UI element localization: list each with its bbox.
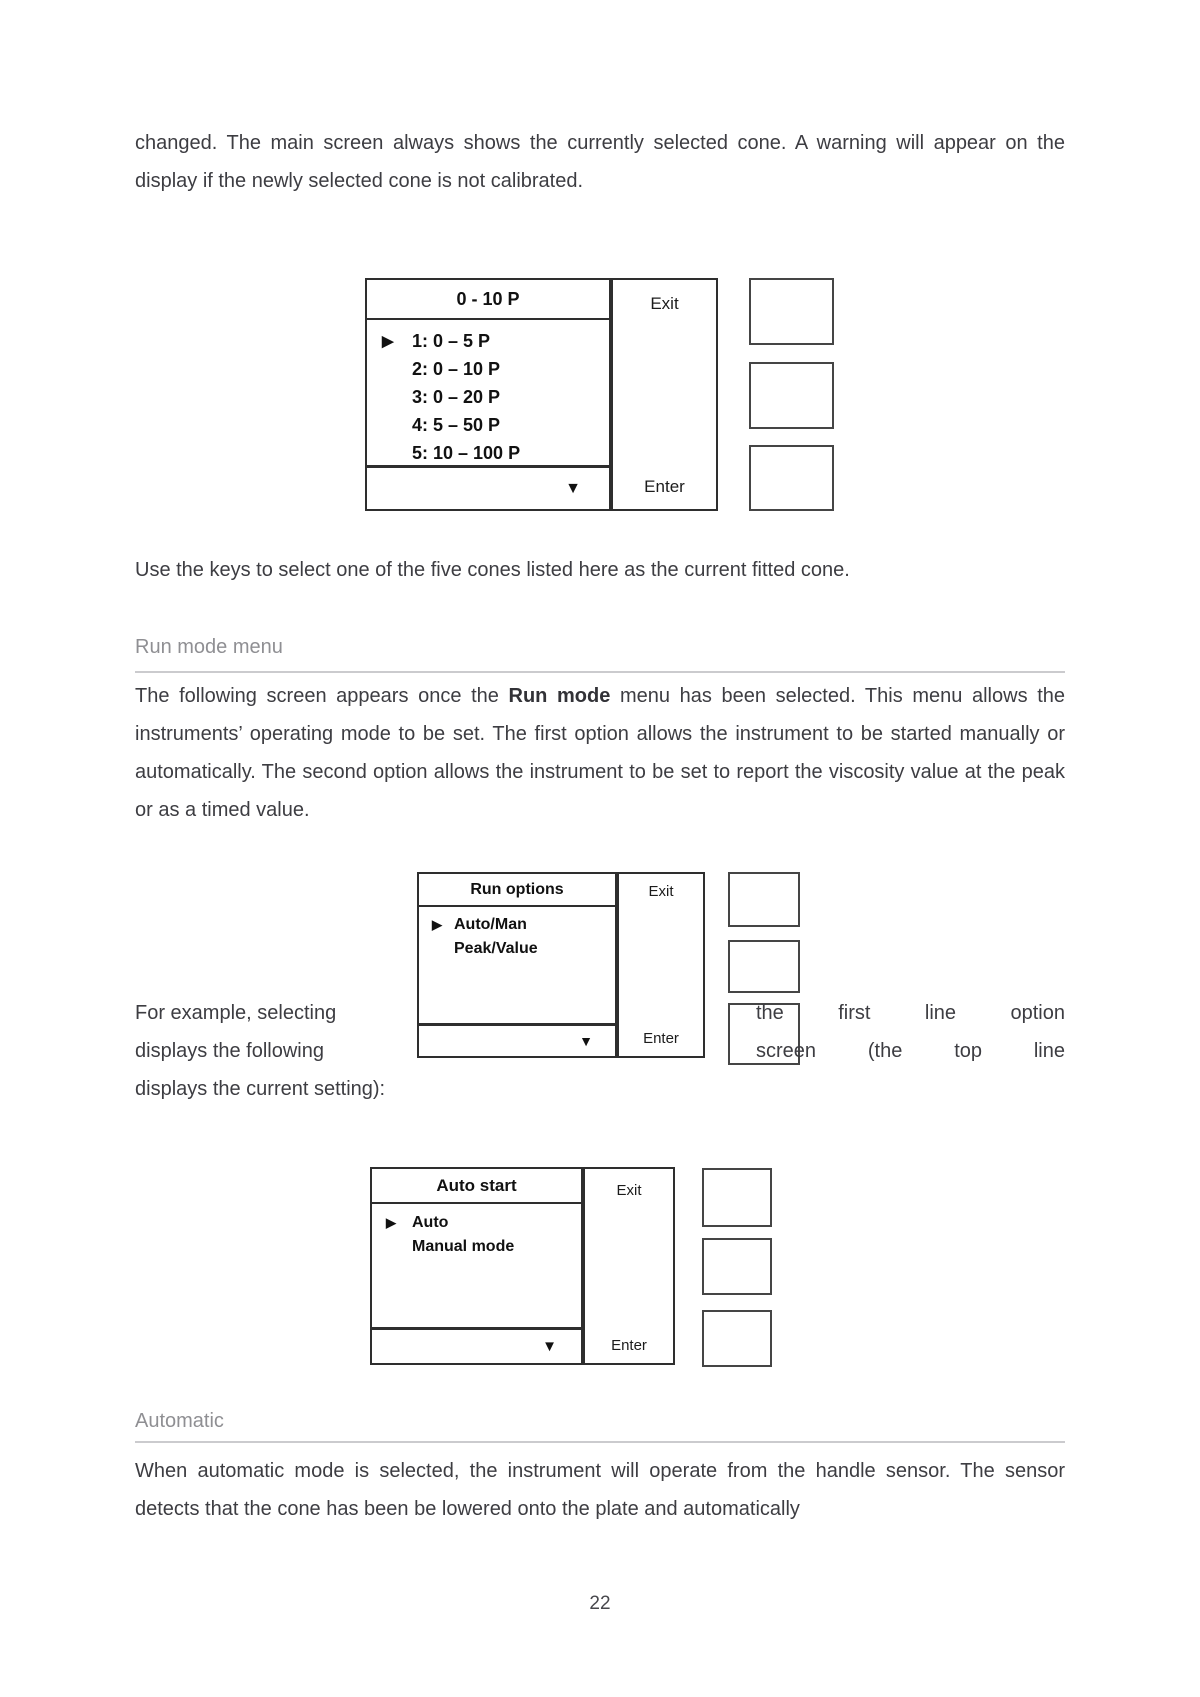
lcd-menu-item-label: Auto/Man — [454, 916, 527, 933]
lcd-menu-item-label: Auto — [412, 1214, 449, 1231]
section-rule — [135, 671, 1065, 673]
down-arrow-icon: ▼ — [579, 1033, 593, 1049]
lcd-menu-item — [419, 913, 615, 937]
key-button-box — [749, 445, 834, 511]
lcd-menu-item-label: Manual mode — [412, 1238, 515, 1255]
lcd-scroll-row — [367, 465, 609, 509]
lcd-menu-list — [372, 1204, 581, 1259]
key-button-box — [728, 940, 800, 993]
pointer-icon: ▶ — [382, 333, 394, 350]
down-arrow-icon: ▼ — [565, 479, 581, 497]
lcd-menu-item-label: 2: 0 – 10 P — [412, 358, 501, 379]
paragraph-run-mode-before: The following screen appears once the — [135, 685, 509, 707]
paragraph-run-mode-after: menu has been selected. This menu allows the instruments’ operating mode to be set. The first option allows the instrument to be started manually or automatically. The second option allows the instrument to be set to report the viscosity value at the peak or as a timed value. — [135, 685, 1065, 821]
lcd-scroll-row — [372, 1327, 581, 1363]
lcd-screen-figure-run-options — [417, 872, 617, 1058]
run-mode-bold-text: Run mode — [508, 685, 611, 707]
enter-key-label: Enter — [644, 477, 685, 496]
lcd-menu-item — [419, 937, 615, 961]
lcd-menu-item — [367, 383, 609, 411]
lcd-menu-item — [372, 1235, 581, 1259]
down-arrow-icon: ▼ — [542, 1338, 557, 1355]
lcd-menu-item-label: 1: 0 – 5 P — [412, 330, 491, 351]
wrap-line: For example, selecting — [135, 1002, 337, 1024]
wrap-line: displays the current setting): — [135, 1078, 386, 1100]
lcd-scroll-row — [419, 1023, 615, 1056]
paragraph-for-example-right — [756, 994, 1065, 1070]
key-column — [617, 872, 705, 1058]
enter-key-label: Enter — [611, 1337, 647, 1354]
pointer-icon: ▶ — [386, 1215, 396, 1230]
page-number: 22 — [589, 1593, 611, 1614]
lcd-screen-figure-cones — [365, 278, 611, 511]
lcd-menu-item-label: 4: 5 – 50 P — [412, 414, 501, 435]
key-button-box — [728, 872, 800, 927]
lcd-menu-item-label: 5: 10 – 100 P — [412, 442, 521, 463]
lcd-menu-item — [372, 1211, 581, 1235]
section-heading-automatic: Automatic — [135, 1410, 224, 1432]
paragraph-cone-warning: changed. The main screen always shows the currently selected cone. A warning will appear on the display if the newly selected cone is not calibrated. — [135, 132, 1065, 192]
lcd-menu-item — [367, 439, 609, 467]
key-button-box — [749, 362, 834, 429]
paragraph-use-keys: Use the keys to select one of the five cones listed here as the current fitted cone. — [135, 559, 850, 581]
wrap-line: screen (the top line — [756, 1040, 1065, 1062]
lcd-menu-list — [367, 320, 609, 467]
key-button-box — [702, 1310, 772, 1367]
key-column — [583, 1167, 675, 1365]
key-button-box — [749, 278, 834, 345]
lcd-menu-list — [419, 907, 615, 961]
exit-key-label: Exit — [616, 1182, 642, 1199]
paragraph-automatic-mode: When automatic mode is selected, the instrument will operate from the handle sensor. The sensor detects that the cone has been be lowered onto the plate and automatically — [135, 1460, 1065, 1520]
key-button-box — [702, 1168, 772, 1227]
exit-key-label: Exit — [648, 883, 674, 900]
pointer-icon: ▶ — [432, 917, 442, 932]
paragraph-for-example-left — [135, 994, 385, 1108]
key-column — [611, 278, 718, 511]
lcd-menu-item — [367, 411, 609, 439]
lcd-menu-item — [367, 355, 609, 383]
lcd-title: Auto start — [372, 1169, 581, 1204]
lcd-title: 0 - 10 P — [367, 280, 609, 320]
enter-key-label: Enter — [643, 1030, 679, 1047]
wrap-line: the first line option — [756, 1002, 1065, 1024]
lcd-title: Run options — [419, 874, 615, 907]
section-rule — [135, 1441, 1065, 1443]
section-heading-run-mode-menu: Run mode menu — [135, 636, 283, 658]
paragraph-run-mode — [135, 677, 1065, 829]
wrap-line: displays the following — [135, 1040, 324, 1062]
key-button-box — [702, 1238, 772, 1295]
lcd-menu-item-label: Peak/Value — [454, 940, 538, 957]
exit-key-label: Exit — [650, 294, 679, 313]
lcd-screen-figure-auto-start — [370, 1167, 583, 1365]
lcd-menu-item — [367, 327, 609, 355]
lcd-menu-item-label: 3: 0 – 20 P — [412, 386, 501, 407]
